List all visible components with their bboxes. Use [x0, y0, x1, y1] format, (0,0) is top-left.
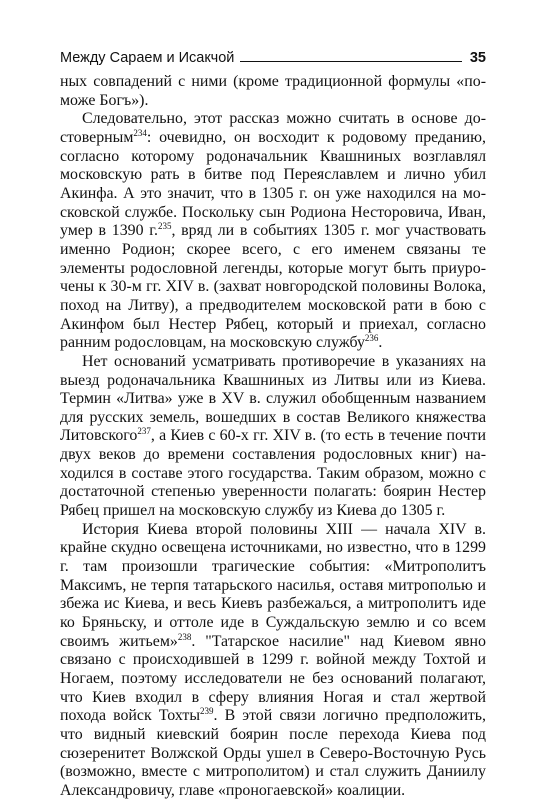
- footnote-ref: 235: [157, 221, 172, 232]
- paragraph-text: , а Киев с 60-х гг. XIV в. (то есть в течение почти двух веков до времени составления родословных книг) находился в составе этого государства. Таким образом, можно с достаточной степенью уверенности полагать: боярин Нестер Рябец пришел на московскую службу из Киева до 1305 г.: [60, 427, 486, 520]
- paragraph-text: Нет оснований усматривать противоречие в указаниях на выезд родоначальника Квашниных из Литвы или из Киева. Термин «Литва» уже в XV в. служил обобщенным названием для русских земель, вошедших в состав Великого княжества Литовского: [60, 352, 486, 445]
- page-number: 35: [469, 50, 486, 66]
- footnote-ref: 237: [137, 426, 151, 437]
- footnote-ref: 234: [133, 127, 147, 138]
- running-head-rule: [240, 61, 461, 62]
- book-page: [60, 40, 486, 801]
- paragraph: [60, 353, 486, 521]
- paragraph-text: . В этой связи логично предположить, что видный киевский боярин после перехода Киева под сюзеренитет Волжской Орды ушел в Северо-Восточную Русь (возможно, вместе с митрополитом) и стал служить Даниилу Александровичу, главе «проногаевской» коалиции.: [60, 707, 487, 799]
- running-head: [60, 40, 486, 66]
- running-head-title: Между Сараем и Исакчой: [60, 50, 235, 66]
- footnote-ref: 239: [200, 706, 214, 717]
- paragraph: [60, 73, 486, 110]
- paragraph: [60, 521, 486, 801]
- paragraph-text: Следовательно, этот рассказ можно считать в основе достоверным: [60, 110, 486, 146]
- footnote-ref: 236: [364, 333, 379, 344]
- paragraph-text: . "Татарское насилие" над Киевом явно связано с происходившей в 1299 г. войной между Тохтой и Ногаем, поэтому исследователи не без оснований полагают, что Киев входил в сферу влияния Ногая и стал жертвой похода войск Тохты: [60, 632, 486, 725]
- paragraph-text: : очевидно, он восходит к родовому преданию, согласно которому родоначальник Квашниных возглавлял московскую рать в битве под Переяславлем и лично убил Акинфа. А это значит, что в 1305 г. он уже находился на московской службе. Поскольку сын Родиона Несторовича, Иван, умер в 1390 г.: [60, 128, 486, 240]
- footnote-ref: 238: [177, 631, 192, 642]
- paragraph-text: История Киева второй половины XIII — начала XIV в. крайне скудно освещена источниками, но известно, что в 1299 г. там произошли трагические события: «Митрополитъ Максимъ, не терпя татарьского насилья, оставя митрополью и збежа ис Киева, и весь Киевъ разбежаљся, а митрополитъ иде ко Бряньску, и оттоле иде в Суждальскую землю и со всем своимъ житьем»: [60, 520, 486, 650]
- paragraph-text: ных совпадений с ними (кроме традиционной формулы «поможе Богъ»).: [60, 73, 486, 109]
- paragraph-text: .: [378, 334, 383, 352]
- body-text: [60, 73, 486, 801]
- paragraph: [60, 110, 486, 353]
- paragraph-text: , вряд ли в событиях 1305 г. мог участвовать именно Родион; скорее всего, с его именем связаны те элементы родословной легенды, которые могут быть приурочены к 30-м гг. XIV в. (захват новгородской половины Волока, поход на Литву), а предводителем московской рати в бою с Акинфом был Нестер Рябец, который и приехал, согласно ранним родословцам, на московскую службу: [60, 222, 486, 352]
